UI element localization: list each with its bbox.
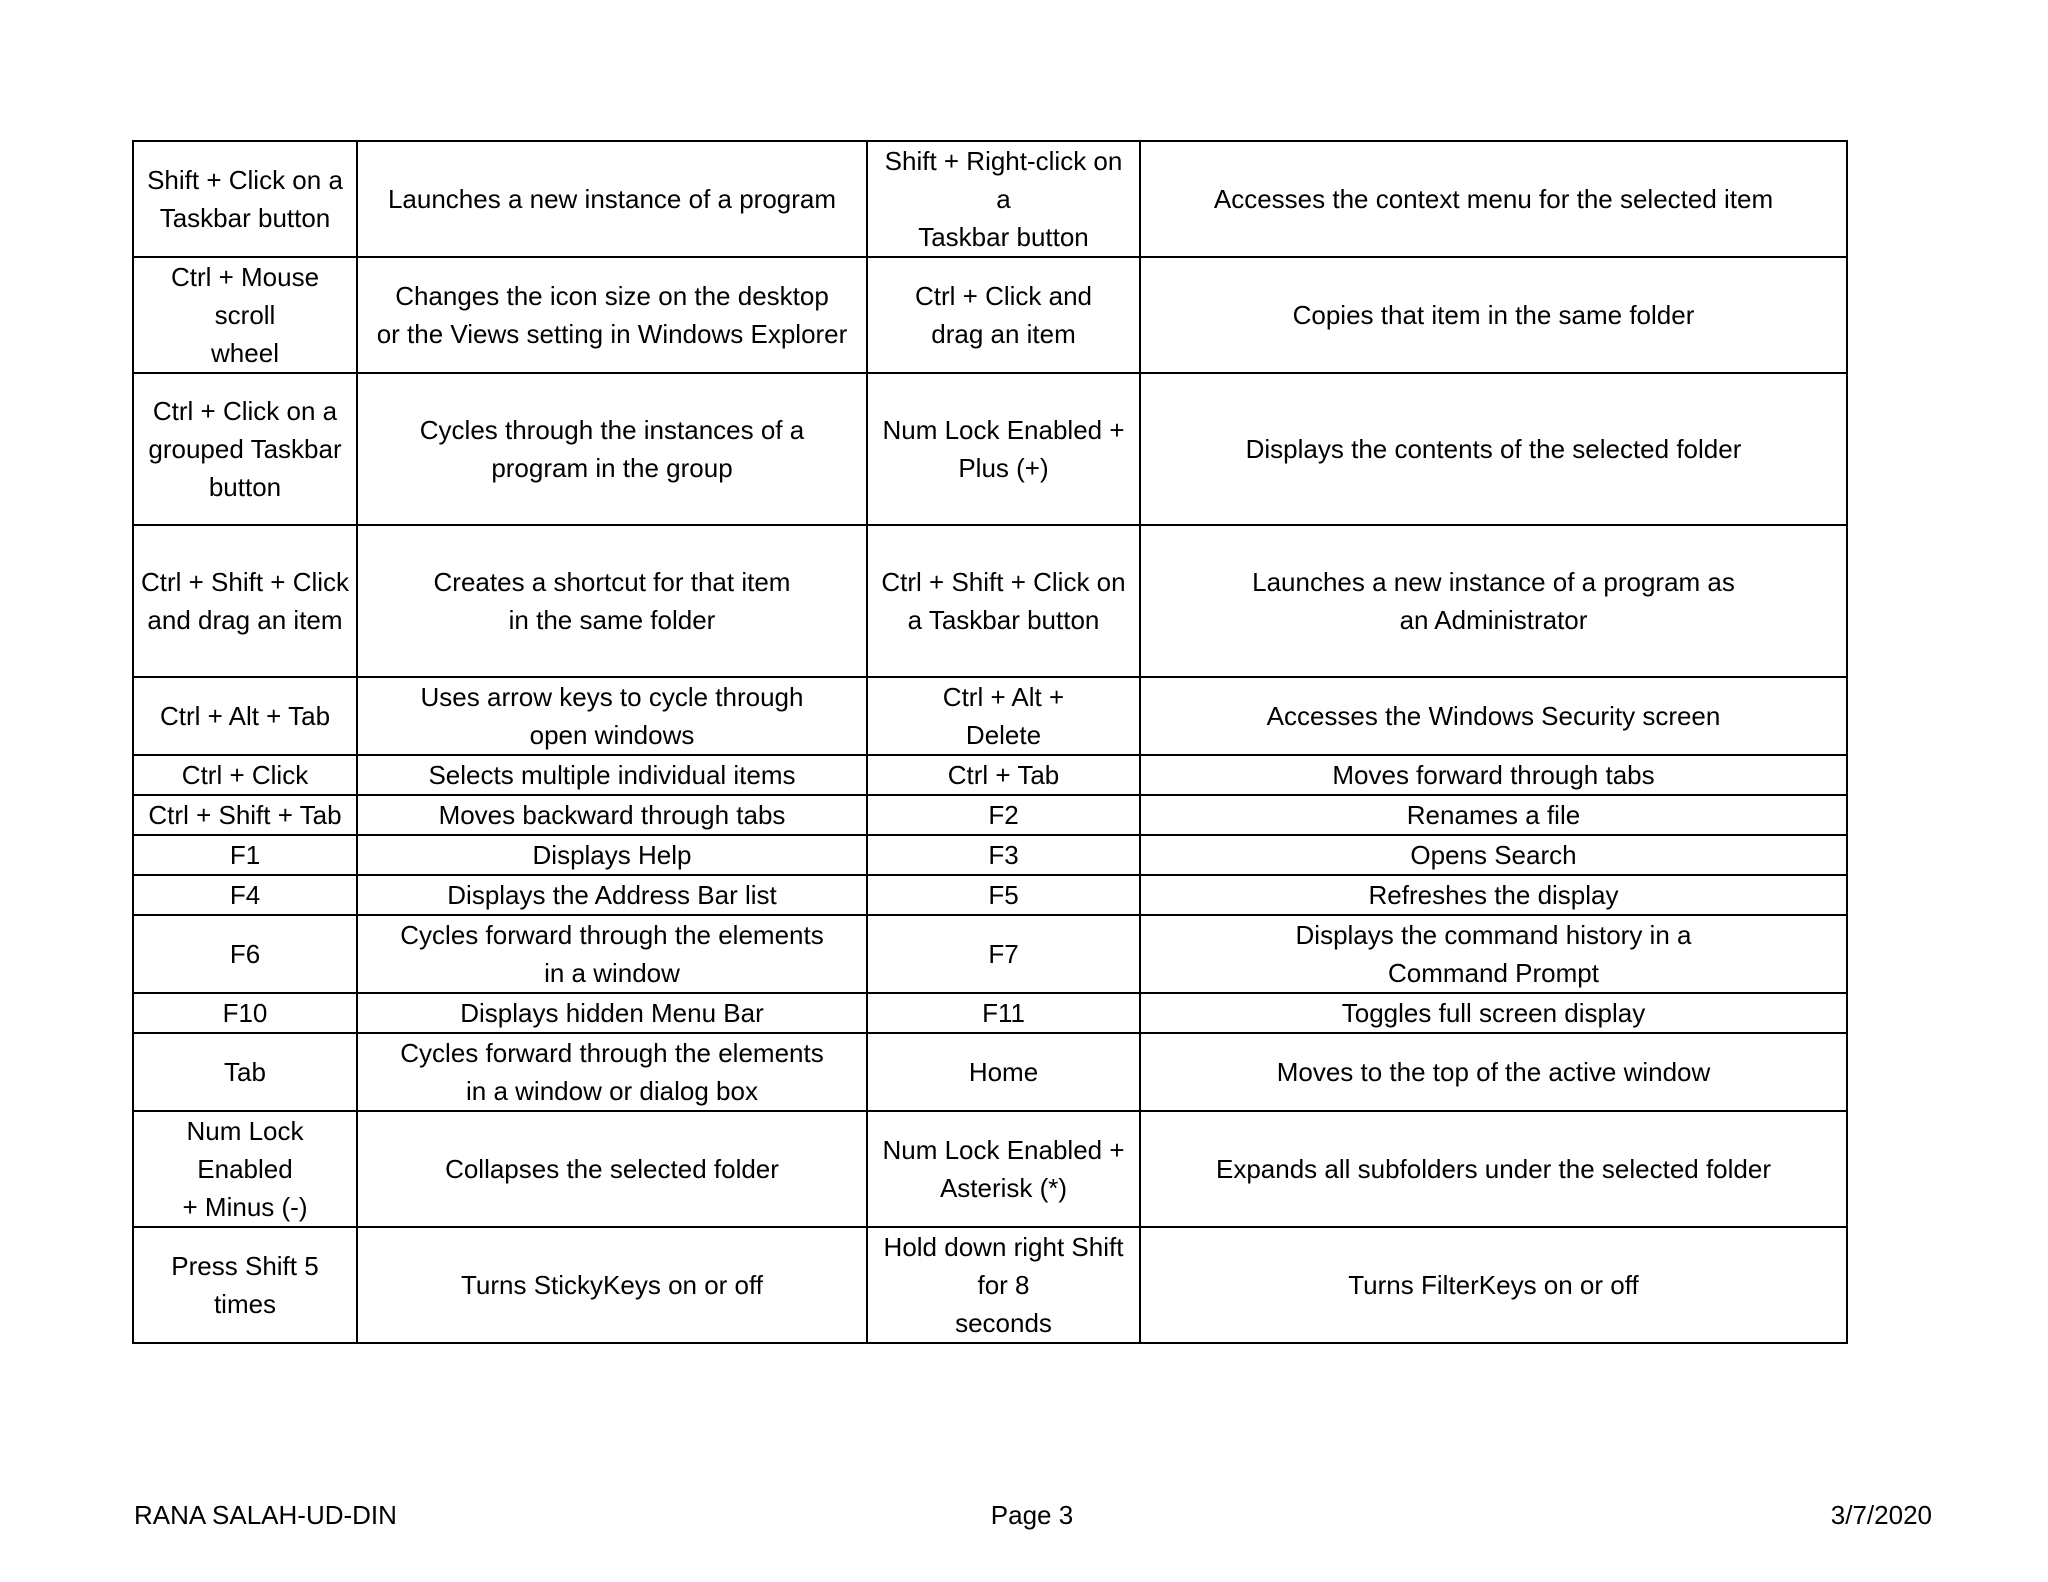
footer-date: 3/7/2020	[1830, 1500, 1932, 1530]
shortcut-description-cell: Cycles forward through the elements in a window	[357, 915, 867, 993]
table-row	[133, 141, 1847, 257]
shortcut-description-cell: Renames a file	[1140, 795, 1847, 835]
shortcut-description-cell: Selects multiple individual items	[357, 755, 867, 795]
shortcut-key-cell: Ctrl + Click	[133, 755, 357, 795]
shortcut-key-cell: F3	[867, 835, 1140, 875]
shortcut-key-cell: F11	[867, 993, 1140, 1033]
shortcut-key-cell: F6	[133, 915, 357, 993]
shortcut-key-cell: Tab	[133, 1033, 357, 1111]
table-row	[133, 795, 1847, 835]
shortcut-key-cell: Ctrl + Shift + Click on a Taskbar button	[867, 525, 1140, 677]
shortcut-description-cell: Displays Help	[357, 835, 867, 875]
footer-page-number: Page 3	[990, 1500, 1074, 1530]
shortcut-description-cell: Creates a shortcut for that item in the same folder	[357, 525, 867, 677]
shortcut-key-cell: F5	[867, 875, 1140, 915]
shortcut-description-cell: Refreshes the display	[1140, 875, 1847, 915]
shortcut-key-cell: Num Lock Enabled + Plus (+)	[867, 373, 1140, 525]
shortcut-description-cell: Accesses the Windows Security screen	[1140, 677, 1847, 755]
shortcut-description-cell: Moves backward through tabs	[357, 795, 867, 835]
table-row	[133, 993, 1847, 1033]
shortcut-key-cell: Ctrl + Click on a grouped Taskbar button	[133, 373, 357, 525]
shortcut-description-cell: Cycles forward through the elements in a window or dialog box	[357, 1033, 867, 1111]
shortcut-description-cell: Moves to the top of the active window	[1140, 1033, 1847, 1111]
shortcut-key-cell: Home	[867, 1033, 1140, 1111]
table-row	[133, 373, 1847, 525]
shortcut-description-cell: Launches a new instance of a program as an Administrator	[1140, 525, 1847, 677]
shortcut-key-cell: Ctrl + Alt + Tab	[133, 677, 357, 755]
shortcut-key-cell: F2	[867, 795, 1140, 835]
shortcut-key-cell: F4	[133, 875, 357, 915]
shortcut-key-cell: Num Lock Enabled + Asterisk (*)	[867, 1111, 1140, 1227]
shortcut-description-cell: Cycles through the instances of a program in the group	[357, 373, 867, 525]
shortcut-description-cell: Displays hidden Menu Bar	[357, 993, 867, 1033]
table-row	[133, 755, 1847, 795]
shortcut-key-cell: Press Shift 5 times	[133, 1227, 357, 1343]
shortcut-description-cell: Turns FilterKeys on or off	[1140, 1227, 1847, 1343]
shortcut-description-cell: Moves forward through tabs	[1140, 755, 1847, 795]
shortcut-description-cell: Collapses the selected folder	[357, 1111, 867, 1227]
shortcut-description-cell: Accesses the context menu for the selected item	[1140, 141, 1847, 257]
shortcut-key-cell: F10	[133, 993, 357, 1033]
shortcut-key-cell: Ctrl + Mouse scroll wheel	[133, 257, 357, 373]
shortcut-key-cell: Ctrl + Alt + Delete	[867, 677, 1140, 755]
shortcut-description-cell: Uses arrow keys to cycle through open windows	[357, 677, 867, 755]
table-row	[133, 835, 1847, 875]
shortcut-description-cell: Toggles full screen display	[1140, 993, 1847, 1033]
shortcuts-table-body	[133, 141, 1847, 1343]
shortcut-key-cell: Ctrl + Shift + Click and drag an item	[133, 525, 357, 677]
shortcut-description-cell: Displays the command history in a Command Prompt	[1140, 915, 1847, 993]
shortcut-key-cell: Hold down right Shift for 8 seconds	[867, 1227, 1140, 1343]
table-row	[133, 257, 1847, 373]
shortcut-description-cell: Changes the icon size on the desktop or the Views setting in Windows Explorer	[357, 257, 867, 373]
shortcut-description-cell: Displays the Address Bar list	[357, 875, 867, 915]
shortcut-key-cell: F7	[867, 915, 1140, 993]
table-row	[133, 525, 1847, 677]
shortcut-description-cell: Opens Search	[1140, 835, 1847, 875]
shortcuts-table	[132, 140, 1848, 1344]
shortcut-key-cell: Ctrl + Click and drag an item	[867, 257, 1140, 373]
shortcut-key-cell: Ctrl + Shift + Tab	[133, 795, 357, 835]
table-row	[133, 677, 1847, 755]
shortcut-key-cell: Shift + Right-click on a Taskbar button	[867, 141, 1140, 257]
shortcut-description-cell: Copies that item in the same folder	[1140, 257, 1847, 373]
shortcut-key-cell: F1	[133, 835, 357, 875]
table-row	[133, 1227, 1847, 1343]
shortcut-key-cell: Shift + Click on a Taskbar button	[133, 141, 357, 257]
shortcut-description-cell: Expands all subfolders under the selected folder	[1140, 1111, 1847, 1227]
table-row	[133, 875, 1847, 915]
table-row	[133, 1033, 1847, 1111]
shortcut-description-cell: Displays the contents of the selected folder	[1140, 373, 1847, 525]
shortcut-description-cell: Launches a new instance of a program	[357, 141, 867, 257]
shortcut-description-cell: Turns StickyKeys on or off	[357, 1227, 867, 1343]
table-row	[133, 915, 1847, 993]
shortcut-key-cell: Num Lock Enabled + Minus (-)	[133, 1111, 357, 1227]
table-row	[133, 1111, 1847, 1227]
shortcut-key-cell: Ctrl + Tab	[867, 755, 1140, 795]
footer-author: RANA SALAH-UD-DIN	[134, 1500, 397, 1530]
